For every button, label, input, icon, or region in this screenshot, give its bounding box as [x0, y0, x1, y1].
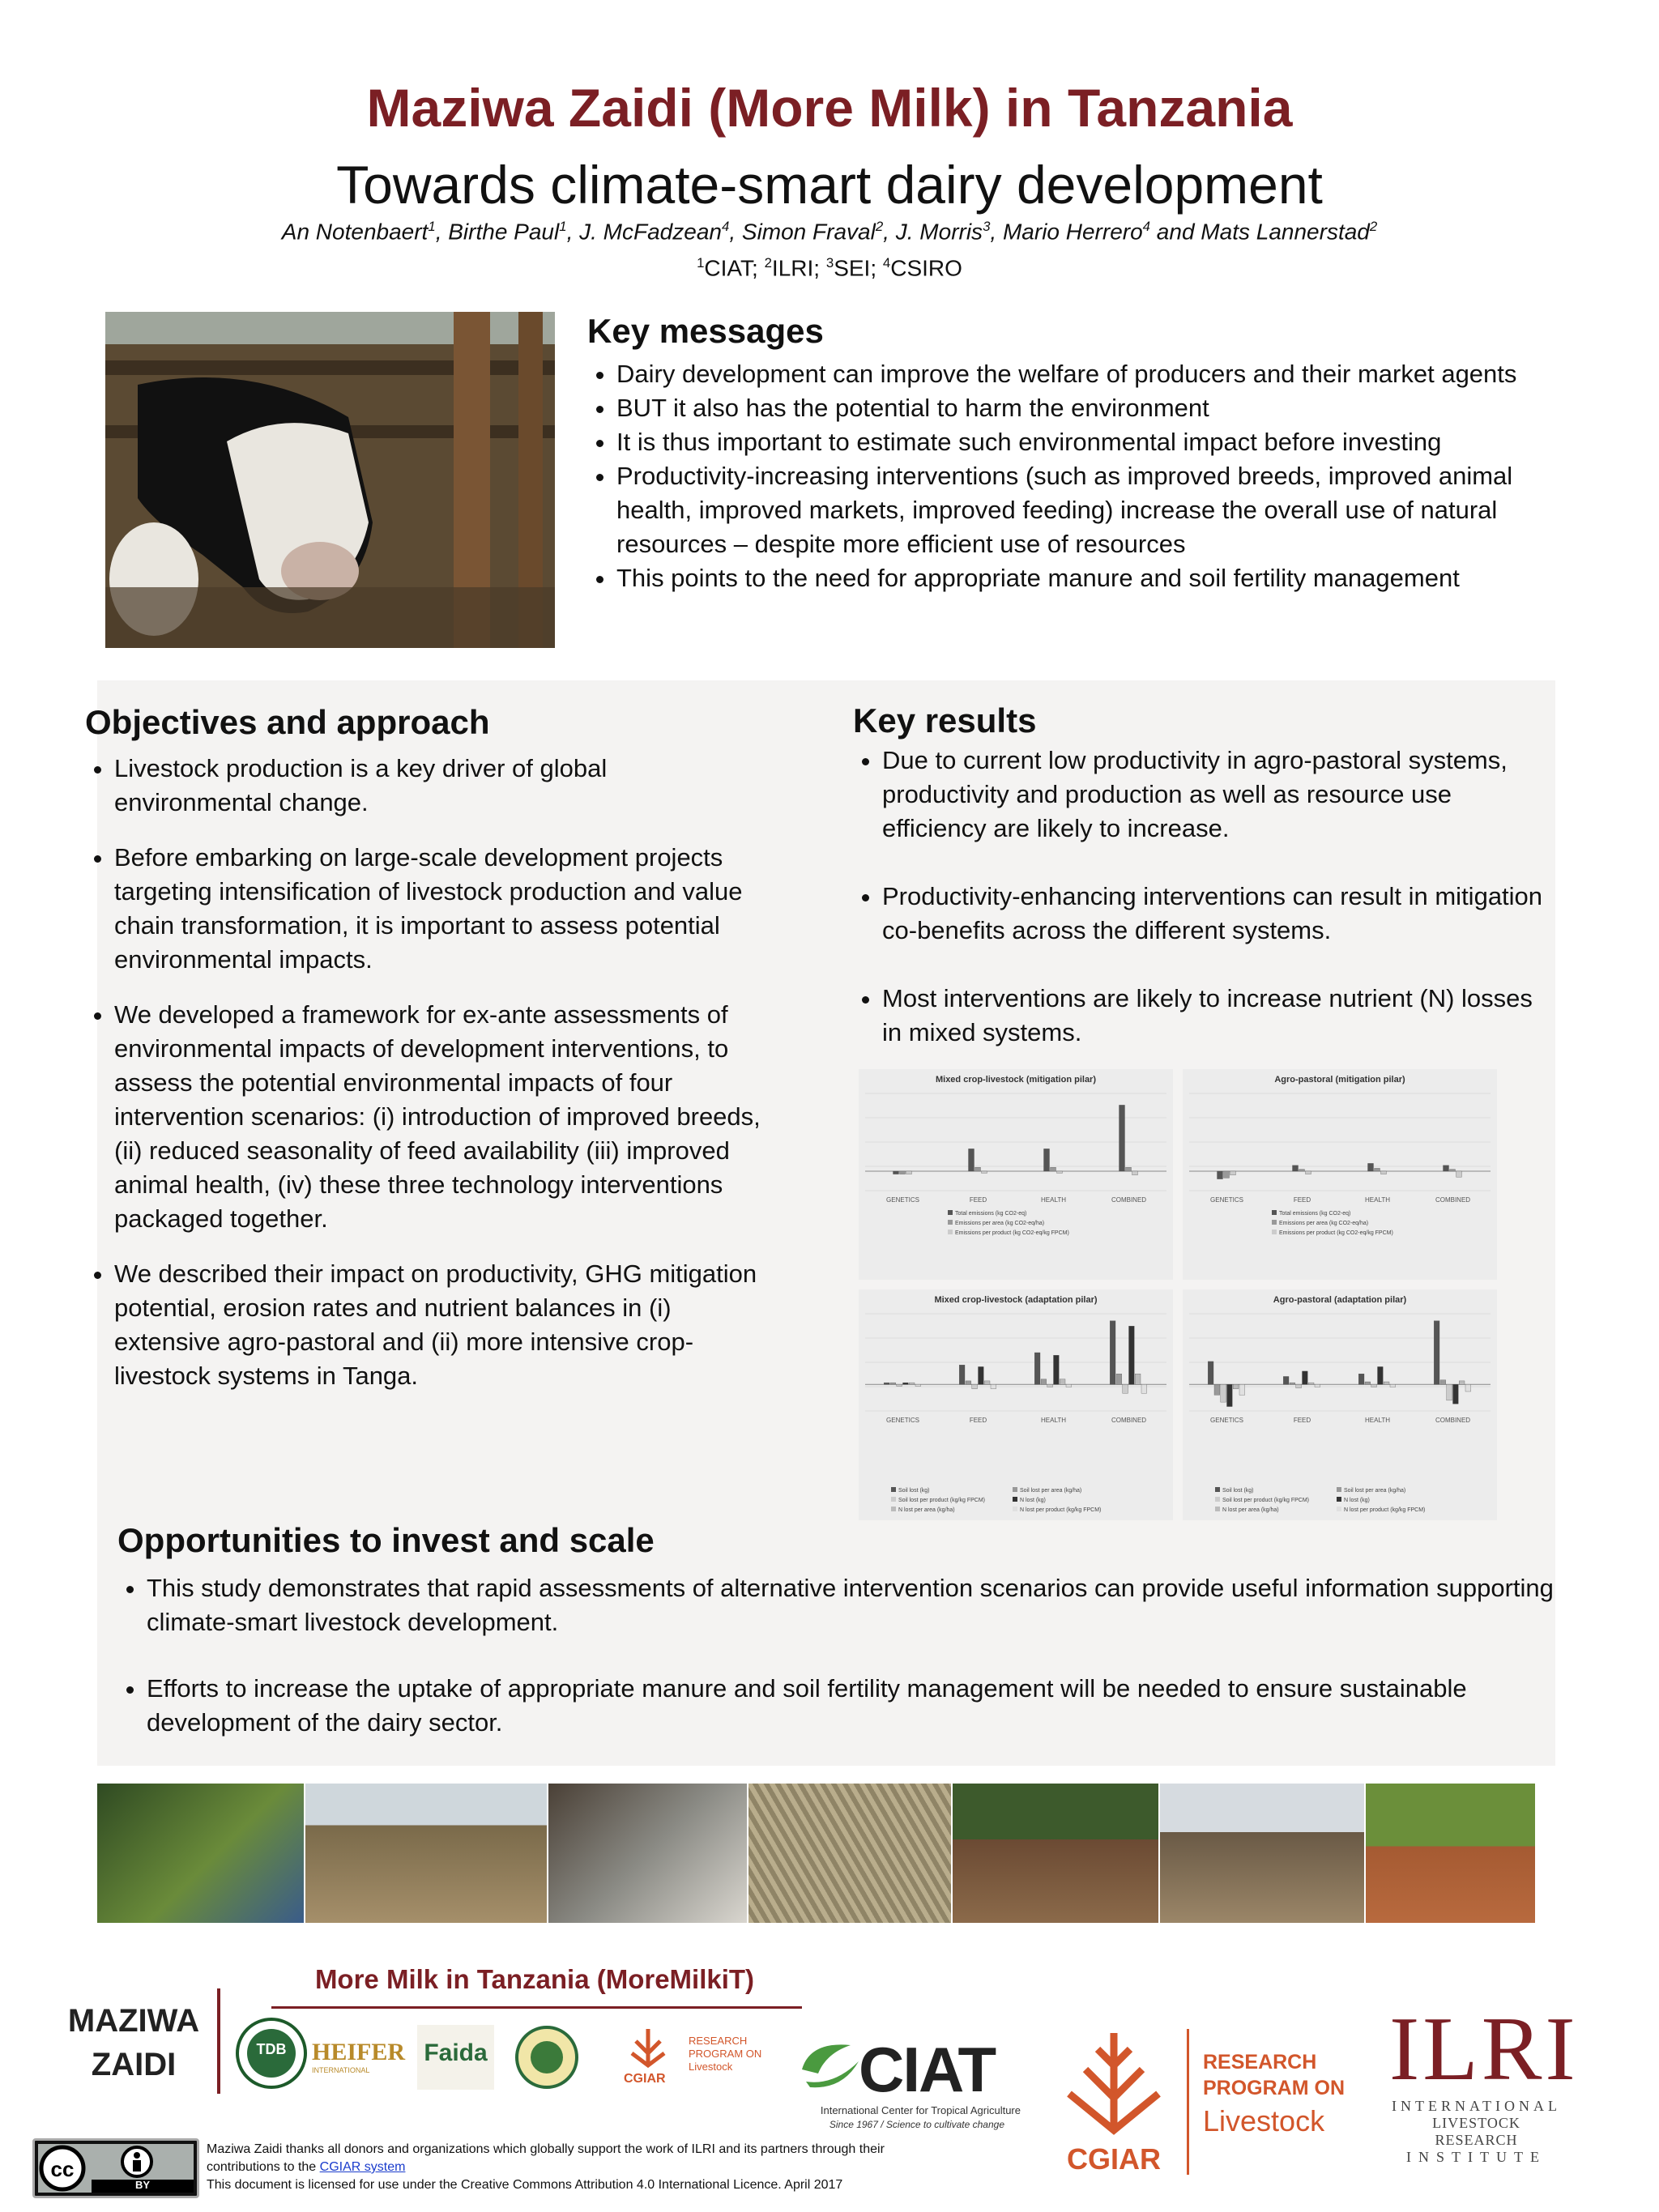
- tdb-label: TDB: [256, 2041, 287, 2057]
- bar: [900, 1171, 906, 1174]
- x-tick-label: COMBINED: [1111, 1417, 1147, 1424]
- logo-divider: [217, 1988, 220, 2094]
- legend-swatch: [891, 1497, 896, 1502]
- bar: [915, 1384, 921, 1386]
- chart-title: Mixed crop-livestock (mitigation pilar): [935, 1075, 1097, 1085]
- bar: [1230, 1171, 1236, 1175]
- key-message-item: • Dairy development can improve the welfare of producers and their market agents: [616, 357, 1584, 391]
- bar: [991, 1384, 996, 1388]
- cc-by-label: BY: [134, 2179, 151, 2191]
- photo-strip: [97, 1784, 1535, 1923]
- bar: [1060, 1379, 1065, 1385]
- bar: [1303, 1371, 1308, 1384]
- author-affiliation-number: 2: [1369, 219, 1378, 234]
- x-tick-label: FEED: [1293, 1417, 1311, 1424]
- chart-agropastoral-adaptation: [1183, 1289, 1497, 1520]
- legend-label: Emissions per area (kg CO2-eq/ha): [955, 1221, 1045, 1226]
- legend-label: Total emissions (kg CO2-eq): [1279, 1211, 1351, 1217]
- x-tick-label: HEALTH: [1041, 1196, 1066, 1204]
- ilri-sub3: INSTITUTE: [1406, 2149, 1546, 2165]
- legend-swatch: [891, 1507, 896, 1511]
- footer-acknowledgement: [207, 2141, 936, 2194]
- bar: [903, 1383, 909, 1384]
- bar: [1218, 1171, 1223, 1179]
- legend-label: N lost per area (kg/ha): [898, 1507, 955, 1513]
- key-message-item: • This points to the need for appropriate manure and soil fertility management: [616, 561, 1584, 595]
- bar: [1208, 1362, 1213, 1384]
- x-tick-label: FEED: [969, 1196, 987, 1204]
- faida-logo: [417, 2025, 494, 2090]
- bar: [1440, 1380, 1446, 1384]
- x-tick-label: GENETICS: [1210, 1417, 1243, 1424]
- objectives-heading: Objectives and approach: [85, 703, 490, 741]
- cgiar-small-logo: [620, 2025, 774, 2090]
- chart-title: Agro-pastoral (mitigation pilar): [1274, 1075, 1405, 1085]
- affiliation-number: 1: [697, 255, 705, 271]
- opportunities-section: [117, 1521, 1559, 1740]
- x-tick-label: COMBINED: [1435, 1417, 1471, 1424]
- author-name: J. Morris: [895, 219, 983, 245]
- legend-label: Soil lost (kg): [1222, 1488, 1254, 1494]
- legend-label: N lost per product (kg/kg FPCM): [1020, 1507, 1102, 1513]
- x-tick-label: FEED: [969, 1417, 987, 1424]
- author-affiliation-number: 1: [428, 219, 436, 234]
- result-item: • Most interventions are likely to increase nutrient (N) losses in mixed systems.: [882, 982, 1558, 1050]
- bar: [1434, 1321, 1439, 1385]
- bar: [1041, 1379, 1047, 1385]
- bar: [1224, 1171, 1230, 1178]
- ciat-sublabel: International Center for Tropical Agriculture: [820, 2104, 1021, 2116]
- objective-item: • Livestock production is a key driver of global environmental change.: [114, 752, 766, 820]
- affiliation-number: 4: [882, 255, 891, 271]
- legend-swatch: [1337, 1487, 1341, 1492]
- bar: [1047, 1384, 1053, 1387]
- x-tick-label: HEALTH: [1041, 1417, 1066, 1424]
- author-affiliation-number: 4: [721, 219, 730, 234]
- author-name: An Notenbaert: [281, 219, 429, 245]
- bar: [1239, 1384, 1245, 1395]
- heifer-sublabel: INTERNATIONAL: [312, 2066, 370, 2074]
- x-tick-label: HEALTH: [1365, 1196, 1390, 1204]
- rp-line3: Livestock: [1203, 2104, 1325, 2137]
- cgiar-label: CGIAR: [1067, 2142, 1161, 2176]
- bar: [984, 1381, 990, 1384]
- cgiar-logo: [1045, 2025, 1183, 2187]
- affiliation-list: [0, 255, 1659, 281]
- photo-dry-grass: [748, 1784, 951, 1923]
- legend-label: N lost per product (kg/kg FPCM): [1344, 1507, 1426, 1513]
- author-list: [0, 219, 1659, 245]
- bar: [1044, 1149, 1050, 1171]
- bar: [897, 1384, 902, 1386]
- x-tick-label: HEALTH: [1365, 1417, 1390, 1424]
- legend-swatch: [1215, 1497, 1220, 1502]
- maziwa-zaidi-logo: [57, 1999, 211, 2086]
- legend-label: Soil lost per product (kg/kg FPCM): [1222, 1498, 1309, 1503]
- bar: [975, 1167, 981, 1171]
- bar: [1358, 1374, 1364, 1384]
- bar: [1221, 1384, 1226, 1402]
- author-name: Mats Lannerstad: [1201, 219, 1370, 245]
- legend-label: Emissions per area (kg CO2-eq/ha): [1279, 1221, 1369, 1226]
- svg-text:cc: cc: [50, 2157, 75, 2181]
- bar: [1129, 1326, 1135, 1384]
- author-name: Mario Herrero: [1002, 219, 1143, 245]
- author-affiliation-number: 4: [1142, 219, 1151, 234]
- cgiar-system-link[interactable]: CGIAR system: [319, 2160, 406, 2174]
- bar: [1123, 1384, 1128, 1393]
- objective-item: • Before embarking on large-scale development projects targeting intensification of livestock production and value chain transformation, it is important to assess potential environmental impacts.: [114, 841, 766, 977]
- bar: [1375, 1168, 1380, 1171]
- affiliation-name: CIAT;: [704, 255, 765, 281]
- legend-label: Total emissions (kg CO2-eq): [955, 1211, 1027, 1217]
- bar: [1459, 1381, 1465, 1384]
- objective-item: • We described their impact on productivity, GHG mitigation potential, erosion rates and nutrient balances in (i) extensive agro-pastoral and (ii) more intensive crop-livestock systems in Tanga.: [114, 1257, 766, 1393]
- key-results-heading: Key results: [853, 701, 1037, 739]
- cc-by-badge[interactable]: [32, 2138, 199, 2198]
- legend-swatch: [1337, 1497, 1341, 1502]
- bar: [1384, 1382, 1389, 1384]
- affiliation-number: 2: [764, 255, 772, 271]
- legend-swatch: [1013, 1497, 1017, 1502]
- maziwa-line2: ZAIDI: [91, 2047, 177, 2082]
- legend-swatch: [948, 1230, 953, 1234]
- bar: [1120, 1105, 1125, 1171]
- bar: [1141, 1384, 1147, 1393]
- footer-license: This document is licensed for use under the Creative Commons Attribution 4.0 International Licence. April 2017: [207, 2178, 843, 2192]
- tdb-logo: [235, 2017, 308, 2090]
- maziwa-line1: MAZIWA: [67, 2003, 200, 2039]
- bar: [1365, 1382, 1371, 1384]
- opportunity-item: • Efforts to increase the uptake of appropriate manure and soil fertility management will be needed to ensure sustainable development of the dairy sector.: [147, 1672, 1559, 1740]
- opportunities-heading: Opportunities to invest and scale: [117, 1521, 655, 1559]
- rp-line1: RESEARCH: [1203, 2051, 1317, 2073]
- bar: [1057, 1171, 1063, 1173]
- ciat-label: CIAT: [859, 2034, 996, 2105]
- author-separator: ,: [566, 219, 580, 245]
- legend-label: Soil lost (kg): [898, 1488, 930, 1494]
- heifer-logo: [312, 2029, 409, 2086]
- legend-swatch: [1215, 1507, 1220, 1511]
- legend-swatch: [1337, 1507, 1341, 1511]
- bar: [1444, 1166, 1449, 1171]
- bar: [966, 1381, 971, 1384]
- legend-label: Soil lost per area (kg/ha): [1344, 1488, 1406, 1494]
- bar: [1116, 1374, 1122, 1384]
- rp-line2: PROGRAM ON: [1203, 2077, 1345, 2099]
- legend-swatch: [948, 1210, 953, 1215]
- bar: [1371, 1384, 1377, 1387]
- author-separator: ,: [729, 219, 742, 245]
- legend-swatch: [891, 1487, 896, 1492]
- x-tick-label: GENETICS: [886, 1196, 919, 1204]
- bar: [1315, 1384, 1320, 1387]
- legend-label: N lost (kg): [1344, 1498, 1370, 1503]
- chart-mixed-adaptation: [859, 1289, 1173, 1520]
- author-name: J. McFadzean: [579, 219, 722, 245]
- x-tick-label: GENETICS: [1210, 1196, 1243, 1204]
- bar: [884, 1383, 889, 1384]
- photo-fence: [1160, 1784, 1364, 1923]
- key-message-item: • It is thus important to estimate such environmental impact before investing: [616, 425, 1584, 459]
- bar: [1227, 1384, 1233, 1406]
- bar: [1381, 1171, 1387, 1174]
- chart-mixed-mitigation: [859, 1069, 1173, 1280]
- legend-label: Emissions per product (kg CO2-eq/kg FPCM): [955, 1230, 1069, 1236]
- key-results-section: [853, 701, 1558, 1050]
- author-separator: ,: [990, 219, 1003, 245]
- author-separator: ,: [883, 219, 896, 245]
- author-name: Birthe Paul: [448, 219, 560, 245]
- bar: [1308, 1383, 1314, 1384]
- bar: [890, 1383, 896, 1384]
- affiliation-name: ILRI;: [771, 255, 826, 281]
- legend-label: Emissions per product (kg CO2-eq/kg FPCM): [1279, 1230, 1393, 1236]
- legend-swatch: [1272, 1210, 1277, 1215]
- legend-label: Soil lost per product (kg/kg FPCM): [898, 1498, 985, 1503]
- bar: [1447, 1384, 1452, 1400]
- x-tick-label: COMBINED: [1435, 1196, 1471, 1204]
- legend-label: Soil lost per area (kg/ha): [1020, 1488, 1082, 1494]
- cgiar-divider: [1187, 2029, 1189, 2175]
- bar: [982, 1171, 987, 1173]
- legend-swatch: [1215, 1487, 1220, 1492]
- chart-title: Mixed crop-livestock (adaptation pilar): [934, 1295, 1098, 1305]
- bar: [1296, 1384, 1302, 1387]
- heifer-label: HEIFER: [312, 2039, 406, 2065]
- author-separator: ,: [435, 219, 449, 245]
- bar: [1368, 1163, 1374, 1171]
- rpl-small-label: RESEARCH PROGRAM ON Livestock: [689, 2035, 762, 2073]
- result-item: • Due to current low productivity in agro-pastoral systems, productivity and production as well as resource use efficiency are likely to increase.: [882, 744, 1558, 846]
- result-item: • Productivity-enhancing interventions can result in mitigation co-benefits across the different systems.: [882, 880, 1558, 948]
- bar: [1290, 1383, 1295, 1384]
- bar: [1214, 1384, 1220, 1395]
- photo-farmer-shed: [953, 1784, 1158, 1923]
- legend-label: N lost per area (kg/ha): [1222, 1507, 1279, 1513]
- bar: [1054, 1355, 1060, 1384]
- legend-swatch: [1272, 1230, 1277, 1234]
- bar: [1378, 1366, 1384, 1384]
- bar: [1132, 1171, 1138, 1175]
- author-affiliation-number: 2: [875, 219, 884, 234]
- author-name: Simon Fraval: [741, 219, 876, 245]
- legend-swatch: [1272, 1220, 1277, 1225]
- bar: [1299, 1170, 1305, 1171]
- cgiar-small-label: CGIAR: [624, 2072, 666, 2086]
- affiliation-name: SEI;: [834, 255, 883, 281]
- bar: [893, 1171, 899, 1174]
- bar: [1034, 1353, 1040, 1384]
- bar: [1293, 1166, 1299, 1171]
- x-tick-label: FEED: [1293, 1196, 1311, 1204]
- bar: [1450, 1170, 1456, 1171]
- photo-milk-pail: [548, 1784, 747, 1923]
- legend-label: N lost (kg): [1020, 1498, 1046, 1503]
- ciat-logo: [794, 2033, 1021, 2130]
- bar: [979, 1366, 984, 1384]
- affiliation-name: CSIRO: [890, 255, 962, 281]
- bar: [1283, 1376, 1289, 1384]
- bar: [1306, 1171, 1311, 1174]
- government-seal-logo: [514, 2025, 579, 2090]
- bar: [959, 1365, 965, 1384]
- x-tick-label: COMBINED: [1111, 1196, 1147, 1204]
- ilri-label: ILRI: [1389, 1999, 1579, 2099]
- bar: [1066, 1384, 1072, 1387]
- author-affiliation-number: 3: [983, 219, 991, 234]
- ilri-sub2: LIVESTOCK RESEARCH: [1432, 2115, 1520, 2148]
- bar: [1126, 1167, 1132, 1171]
- x-tick-label: GENETICS: [886, 1417, 919, 1424]
- affiliation-number: 3: [825, 255, 834, 271]
- photo-cattle-field: [305, 1784, 547, 1923]
- bar: [909, 1383, 915, 1384]
- objectives-section: [85, 703, 766, 1393]
- ilri-logo: [1389, 1999, 1579, 2166]
- photo-farmer-leaves: [97, 1784, 304, 1923]
- objective-item: • We developed a framework for ex-ante assessments of environmental impacts of development interventions, to assess the potential environmental impacts of four intervention scenarios: (i) introduction of improved breeds, (ii) reduced seasonality of feed availability (iii) improved animal health, (iv) these three technology interventions packaged together.: [114, 998, 766, 1236]
- bar: [906, 1171, 912, 1174]
- chart-title: Agro-pastoral (adaptation pilar): [1273, 1295, 1407, 1305]
- poster-subtitle: Towards climate-smart dairy development: [336, 155, 1323, 215]
- opportunity-item: • This study demonstrates that rapid assessments of alternative intervention scenarios can provide useful information supporting climate-smart livestock development.: [147, 1571, 1559, 1639]
- faida-label: Faida: [424, 2039, 488, 2066]
- key-messages-section: [587, 312, 1584, 595]
- moremilkit-underline: [271, 2006, 802, 2009]
- bar: [1456, 1171, 1462, 1177]
- bar: [972, 1384, 978, 1388]
- footer-thanks: Maziwa Zaidi thanks all donors and organizations which globally support the work of ILRI and its partners through their contributions to the: [207, 2142, 885, 2174]
- photo-farmer-planting: [1366, 1784, 1535, 1923]
- key-message-item: • Productivity-increasing interventions (such as improved breeds, improved animal health, improved markets, improved feeding) increase the overall use of natural resources – despite more efficient use of resources: [616, 459, 1584, 561]
- cow-photo: [105, 312, 555, 648]
- bar: [969, 1149, 975, 1171]
- research-program-livestock-logo: [1203, 2049, 1365, 2142]
- poster-title: Maziwa Zaidi (More Milk) in Tanzania: [366, 78, 1293, 138]
- moremilkit-heading: More Milk in Tanzania (MoreMilkiT): [314, 1964, 755, 1994]
- ilri-sub1: INTERNATIONAL: [1392, 2098, 1561, 2114]
- bar: [1453, 1384, 1459, 1404]
- author-separator: and: [1150, 219, 1201, 245]
- bar: [1135, 1374, 1141, 1384]
- bar: [1051, 1167, 1056, 1171]
- chart-agropastoral-mitigation: [1183, 1069, 1497, 1280]
- key-messages-heading: Key messages: [587, 312, 824, 350]
- legend-swatch: [1013, 1507, 1017, 1511]
- bar: [1465, 1384, 1471, 1392]
- bar: [1390, 1384, 1396, 1387]
- bar: [1233, 1384, 1239, 1388]
- legend-swatch: [1013, 1487, 1017, 1492]
- author-affiliation-number: 1: [559, 219, 567, 234]
- ciat-tagline: Since 1967 / Science to cultivate change: [829, 2119, 1004, 2130]
- legend-swatch: [948, 1220, 953, 1225]
- bar: [1110, 1321, 1115, 1385]
- key-message-item: • BUT it also has the potential to harm the environment: [616, 391, 1584, 425]
